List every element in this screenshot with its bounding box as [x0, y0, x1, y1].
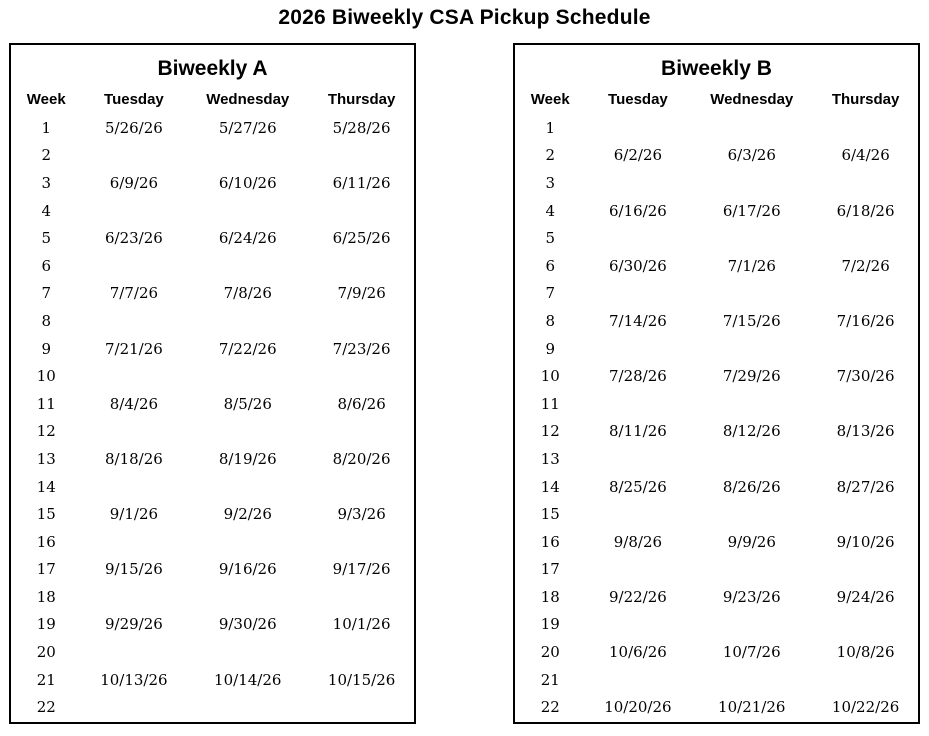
wednesday-date-cell [186, 473, 309, 501]
tables-row [0, 43, 929, 724]
tuesday-date-cell: 9/22/26 [608, 587, 667, 606]
tuesday-date-cell: 6/9/26 [109, 173, 159, 192]
schedule-row [515, 142, 918, 170]
schedule-row [11, 169, 414, 197]
schedule-row [11, 390, 414, 418]
wednesday-date-cell [186, 252, 309, 280]
tuesday-date-cell: 7/7/26 [109, 284, 159, 303]
wednesday-date-cell: 9/2/26 [223, 505, 272, 524]
tuesday-date-cell: 9/8/26 [613, 532, 663, 551]
schedule-row [515, 114, 918, 142]
week-number-cell: 4 [545, 201, 556, 220]
wednesday-date-cell: 8/26/26 [722, 477, 781, 496]
schedule-row [11, 473, 414, 501]
thursday-date-cell [813, 556, 918, 584]
week-number-cell: 9 [545, 339, 556, 358]
biweekly-b-schedule [515, 84, 918, 721]
schedule-row [515, 307, 918, 335]
week-number-cell: 20 [36, 643, 56, 662]
wednesday-date-cell: 10/7/26 [722, 643, 781, 662]
wednesday-date-cell [690, 666, 813, 694]
wednesday-date-cell [690, 335, 813, 363]
schedule-row [11, 500, 414, 528]
tuesday-date-cell: 10/20/26 [604, 698, 672, 717]
thursday-date-cell: 6/4/26 [841, 146, 890, 165]
thursday-date-cell: 7/16/26 [836, 311, 895, 330]
thursday-date-cell: 7/30/26 [836, 367, 895, 386]
biweekly-a-title: Biweekly A [157, 57, 268, 80]
tuesday-date-cell: 7/21/26 [104, 339, 163, 358]
wednesday-date-cell: 7/8/26 [223, 284, 272, 303]
tuesday-date-cell: 7/28/26 [608, 367, 667, 386]
week-number-cell: 14 [540, 477, 560, 496]
schedule-row [11, 693, 414, 721]
week-number-cell: 7 [41, 284, 52, 303]
tuesday-date-cell [82, 197, 187, 225]
schedule-row [11, 224, 414, 252]
tuesday-date-cell [82, 638, 187, 666]
thursday-date-cell [309, 197, 414, 225]
tuesday-date-cell [586, 114, 691, 142]
thursday-date-cell: 8/27/26 [836, 477, 895, 496]
tuesday-date-cell [586, 169, 691, 197]
wednesday-date-cell [690, 556, 813, 584]
schedule-row [11, 114, 414, 142]
week-number-cell: 1 [545, 118, 556, 137]
week-number-cell: 11 [540, 394, 560, 413]
schedule-row [11, 307, 414, 335]
thursday-column-header: Thursday [831, 90, 900, 108]
week-number-cell: 9 [41, 339, 52, 358]
wednesday-date-cell: 8/12/26 [722, 422, 781, 441]
week-number-cell: 21 [36, 670, 56, 689]
week-number-cell: 3 [41, 173, 52, 192]
week-number-cell: 8 [545, 311, 556, 330]
biweekly-a-table [9, 43, 416, 724]
wednesday-date-cell: 10/14/26 [214, 670, 282, 689]
thursday-date-cell: 8/20/26 [332, 449, 391, 468]
schedule-row [515, 252, 918, 280]
schedule-row [11, 528, 414, 556]
wednesday-date-cell: 7/15/26 [722, 311, 781, 330]
tuesday-date-cell: 8/11/26 [608, 422, 667, 441]
page-title: 2026 Biweekly CSA Pickup Schedule [278, 6, 651, 29]
week-column-header: Week [26, 90, 66, 108]
thursday-date-cell: 9/10/26 [836, 532, 895, 551]
thursday-date-cell [813, 335, 918, 363]
schedule-row [11, 418, 414, 446]
tuesday-date-cell [586, 445, 691, 473]
tuesday-date-cell [82, 528, 187, 556]
thursday-date-cell [309, 252, 414, 280]
thursday-date-cell: 7/23/26 [332, 339, 391, 358]
thursday-date-cell [813, 390, 918, 418]
biweekly-b-title: Biweekly B [661, 57, 772, 80]
week-number-cell: 18 [36, 587, 56, 606]
thursday-date-cell: 6/18/26 [836, 201, 895, 220]
schedule-row [11, 335, 414, 363]
schedule-row [11, 638, 414, 666]
tuesday-date-cell [82, 583, 187, 611]
week-number-cell: 6 [41, 256, 52, 275]
thursday-date-cell [813, 169, 918, 197]
wednesday-date-cell [186, 528, 309, 556]
schedule-row [515, 280, 918, 308]
tuesday-date-cell [586, 335, 691, 363]
wednesday-date-cell [186, 362, 309, 390]
wednesday-date-cell [186, 638, 309, 666]
schedule-row [11, 362, 414, 390]
week-number-cell: 6 [545, 256, 556, 275]
schedule-row [515, 473, 918, 501]
tuesday-date-cell: 5/26/26 [104, 118, 163, 137]
wednesday-date-cell [690, 500, 813, 528]
schedule-row [515, 528, 918, 556]
tuesday-date-cell [82, 252, 187, 280]
schedule-row [515, 583, 918, 611]
thursday-date-cell [813, 445, 918, 473]
thursday-date-cell [813, 666, 918, 694]
week-number-cell: 12 [540, 422, 560, 441]
wednesday-date-cell: 6/24/26 [218, 229, 277, 248]
wednesday-date-cell: 6/3/26 [727, 146, 776, 165]
thursday-date-cell: 7/9/26 [337, 284, 386, 303]
thursday-date-cell: 5/28/26 [332, 118, 391, 137]
schedule-row [11, 611, 414, 639]
schedule-row [515, 169, 918, 197]
thursday-date-cell [309, 583, 414, 611]
week-number-cell: 18 [540, 587, 560, 606]
wednesday-date-cell: 9/16/26 [218, 560, 277, 579]
wednesday-date-cell: 9/23/26 [722, 587, 781, 606]
wednesday-date-cell [690, 169, 813, 197]
thursday-date-cell: 9/3/26 [337, 505, 386, 524]
wednesday-date-cell: 7/1/26 [727, 256, 776, 275]
tuesday-date-cell: 7/14/26 [608, 311, 667, 330]
tuesday-date-cell [82, 142, 187, 170]
thursday-date-cell [309, 142, 414, 170]
week-number-cell: 19 [540, 615, 560, 634]
thursday-date-cell [309, 528, 414, 556]
wednesday-column-header: Wednesday [710, 90, 794, 108]
wednesday-date-cell [186, 418, 309, 446]
thursday-date-cell [309, 638, 414, 666]
thursday-date-cell [813, 611, 918, 639]
wednesday-date-cell [690, 445, 813, 473]
wednesday-date-cell [186, 307, 309, 335]
week-number-cell: 16 [36, 532, 56, 551]
tuesday-date-cell [82, 362, 187, 390]
tuesday-date-cell: 10/13/26 [100, 670, 168, 689]
week-number-cell: 17 [36, 560, 56, 579]
schedule-row [11, 583, 414, 611]
schedule-row [11, 666, 414, 694]
schedule-row [515, 638, 918, 666]
schedule-row [515, 390, 918, 418]
schedule-row [515, 224, 918, 252]
tuesday-date-cell [586, 390, 691, 418]
schedule-row [515, 335, 918, 363]
schedule-row [515, 611, 918, 639]
thursday-date-cell [309, 473, 414, 501]
schedule-row [515, 418, 918, 446]
tuesday-date-cell: 6/30/26 [608, 256, 667, 275]
thursday-column-header: Thursday [327, 90, 396, 108]
tuesday-date-cell [82, 473, 187, 501]
tuesday-date-cell [82, 418, 187, 446]
wednesday-date-cell: 6/10/26 [218, 173, 277, 192]
biweekly-a-schedule [11, 84, 414, 721]
wednesday-date-cell [690, 114, 813, 142]
week-number-cell: 17 [540, 560, 560, 579]
schedule-row [515, 197, 918, 225]
thursday-date-cell: 9/17/26 [332, 560, 391, 579]
schedule-row [11, 142, 414, 170]
tuesday-date-cell [586, 224, 691, 252]
tuesday-date-cell: 6/16/26 [608, 201, 667, 220]
week-number-cell: 2 [545, 146, 556, 165]
thursday-date-cell [309, 362, 414, 390]
wednesday-date-cell [186, 693, 309, 721]
tuesday-date-cell: 8/18/26 [104, 449, 163, 468]
schedule-row [11, 280, 414, 308]
week-number-cell: 10 [36, 367, 56, 386]
tuesday-date-cell: 8/4/26 [109, 394, 159, 413]
thursday-date-cell [813, 114, 918, 142]
tuesday-date-cell: 6/2/26 [613, 146, 663, 165]
wednesday-date-cell [186, 197, 309, 225]
thursday-date-cell: 6/25/26 [332, 229, 391, 248]
wednesday-date-cell: 9/30/26 [218, 615, 277, 634]
column-header-row [515, 84, 918, 114]
wednesday-date-cell: 6/17/26 [722, 201, 781, 220]
week-number-cell: 10 [540, 367, 560, 386]
thursday-date-cell [309, 307, 414, 335]
wednesday-date-cell [690, 280, 813, 308]
schedule-row [515, 500, 918, 528]
thursday-date-cell [309, 693, 414, 721]
week-number-cell: 22 [36, 698, 56, 717]
week-number-cell: 1 [41, 118, 52, 137]
biweekly-b-table [513, 43, 920, 724]
thursday-date-cell: 10/1/26 [332, 615, 391, 634]
week-number-cell: 13 [36, 449, 56, 468]
schedule-row [11, 197, 414, 225]
schedule-row [515, 445, 918, 473]
wednesday-date-cell [690, 224, 813, 252]
week-number-cell: 2 [41, 146, 52, 165]
tuesday-date-cell [586, 500, 691, 528]
tuesday-column-header: Tuesday [104, 90, 164, 108]
thursday-date-cell [813, 224, 918, 252]
schedule-row [515, 693, 918, 721]
week-number-cell: 19 [36, 615, 56, 634]
tuesday-date-cell: 10/6/26 [608, 643, 667, 662]
week-number-cell: 14 [36, 477, 56, 496]
week-number-cell: 22 [540, 698, 560, 717]
tuesday-date-cell: 9/29/26 [104, 615, 163, 634]
thursday-date-cell [813, 500, 918, 528]
week-number-cell: 7 [545, 284, 556, 303]
tuesday-date-cell [586, 666, 691, 694]
wednesday-date-cell: 7/29/26 [722, 367, 781, 386]
tuesday-date-cell: 6/23/26 [104, 229, 163, 248]
wednesday-date-cell: 8/5/26 [223, 394, 272, 413]
thursday-date-cell: 10/8/26 [836, 643, 895, 662]
schedule-row [515, 666, 918, 694]
week-number-cell: 15 [540, 505, 560, 524]
thursday-date-cell: 10/22/26 [831, 698, 900, 717]
week-number-cell: 15 [36, 505, 56, 524]
thursday-date-cell: 8/13/26 [836, 422, 895, 441]
tuesday-date-cell: 9/15/26 [104, 560, 163, 579]
week-number-cell: 13 [540, 449, 560, 468]
wednesday-date-cell: 9/9/26 [727, 532, 776, 551]
tuesday-date-cell: 9/1/26 [109, 505, 159, 524]
week-number-cell: 5 [41, 229, 52, 248]
column-header-row [11, 84, 414, 114]
wednesday-date-cell [186, 142, 309, 170]
wednesday-date-cell [690, 611, 813, 639]
thursday-date-cell: 9/24/26 [836, 587, 895, 606]
thursday-date-cell: 7/2/26 [841, 256, 890, 275]
tuesday-column-header: Tuesday [608, 90, 668, 108]
week-column-header: Week [530, 90, 570, 108]
week-number-cell: 5 [545, 229, 556, 248]
week-number-cell: 11 [36, 394, 56, 413]
thursday-date-cell: 10/15/26 [327, 670, 396, 689]
tuesday-date-cell: 8/25/26 [608, 477, 667, 496]
wednesday-date-cell: 8/19/26 [218, 449, 277, 468]
tuesday-date-cell [586, 611, 691, 639]
wednesday-date-cell [186, 583, 309, 611]
thursday-date-cell: 6/11/26 [332, 173, 391, 192]
week-number-cell: 16 [540, 532, 560, 551]
tuesday-date-cell [586, 280, 691, 308]
thursday-date-cell [309, 418, 414, 446]
schedule-row [515, 556, 918, 584]
wednesday-date-cell: 10/21/26 [718, 698, 786, 717]
tuesday-date-cell [586, 556, 691, 584]
thursday-date-cell [813, 280, 918, 308]
schedule-row [11, 556, 414, 584]
week-number-cell: 20 [540, 643, 560, 662]
schedule-row [11, 252, 414, 280]
wednesday-column-header: Wednesday [206, 90, 290, 108]
schedule-row [11, 445, 414, 473]
week-number-cell: 3 [545, 173, 556, 192]
thursday-date-cell: 8/6/26 [337, 394, 386, 413]
wednesday-date-cell: 5/27/26 [218, 118, 277, 137]
week-number-cell: 21 [540, 670, 560, 689]
wednesday-date-cell: 7/22/26 [218, 339, 277, 358]
week-number-cell: 12 [36, 422, 56, 441]
tuesday-date-cell [82, 693, 187, 721]
schedule-row [515, 362, 918, 390]
tuesday-date-cell [82, 307, 187, 335]
week-number-cell: 4 [41, 201, 52, 220]
wednesday-date-cell [690, 390, 813, 418]
week-number-cell: 8 [41, 311, 52, 330]
